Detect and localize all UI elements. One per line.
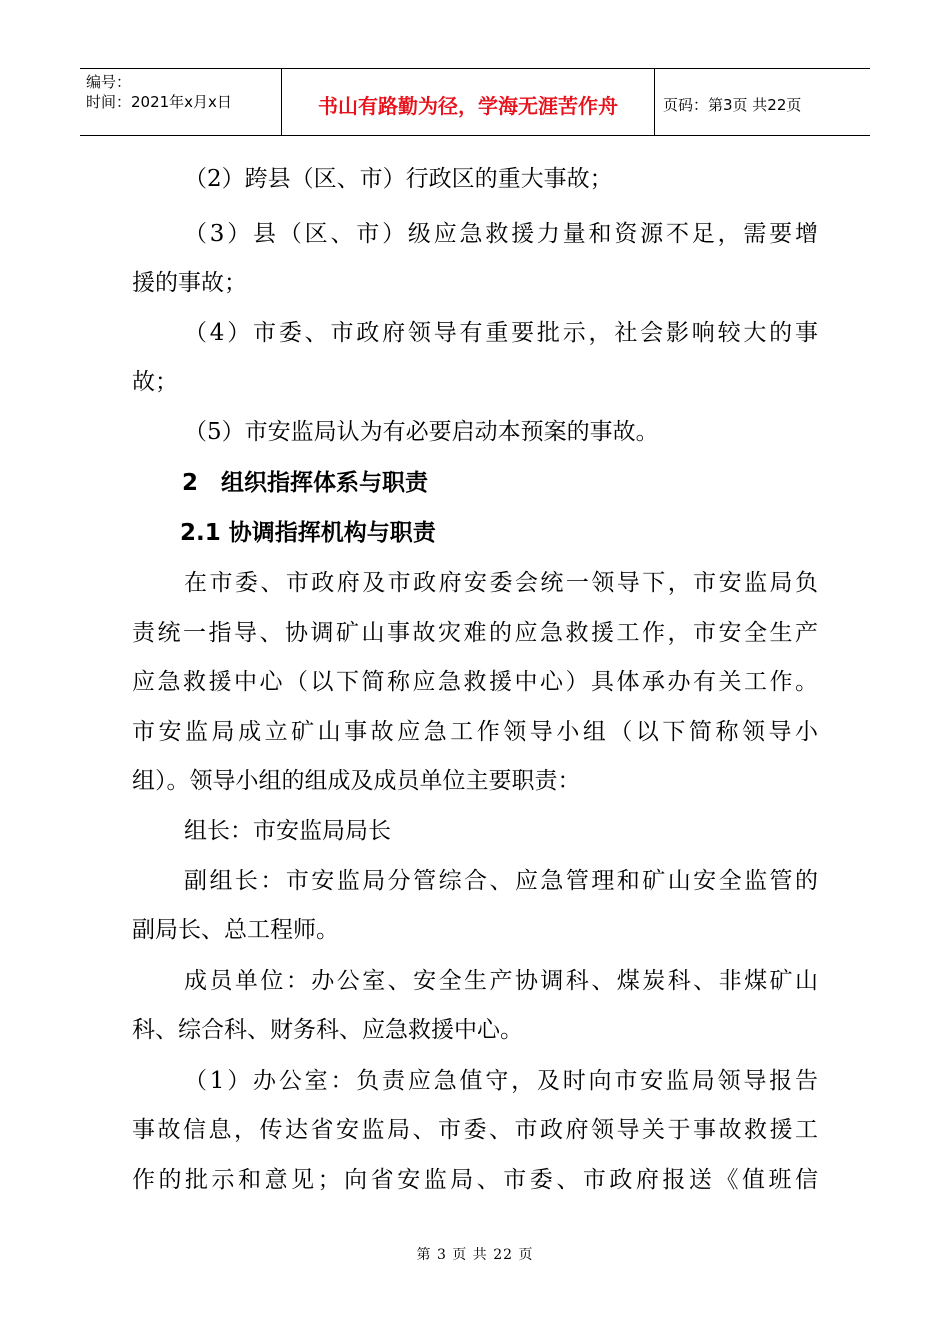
- header-motto: 书山有路勤为径，学海无涯苦作舟: [282, 69, 655, 135]
- paragraph-line: （5）市安监局认为有必要启动本预案的事故。: [184, 419, 659, 445]
- paragraph-line: 作的批示和意见；向省安监局、市委、市政府报送《值班信: [132, 1167, 818, 1193]
- paragraph-line: 事故信息，传达省安监局、市委、市政府领导关于事故救援工: [132, 1117, 818, 1143]
- code-label: 编号：: [86, 73, 132, 91]
- header-page-info: 页码：第3页 共22页: [663, 95, 802, 114]
- paragraph-line: 故；: [132, 369, 178, 395]
- section-heading: 2 组织指挥体系与职责: [182, 470, 429, 496]
- header-meta: [80, 69, 282, 135]
- paragraph-line: （4）市委、市政府领导有重要批示，社会影响较大的事: [184, 320, 818, 346]
- paragraph-line: 副局长、总工程师。: [132, 917, 339, 943]
- paragraph-line: 援的事故；: [132, 270, 247, 296]
- paragraph-line: 组长：市安监局局长: [184, 818, 391, 844]
- paragraph-line: （3）县（区、市）级应急救援力量和资源不足，需要增: [184, 221, 818, 247]
- paragraph-line: 组）。领导小组的组成及成员单位主要职责：: [132, 768, 581, 794]
- paragraph-line: 科、综合科、财务科、应急救援中心。: [132, 1017, 523, 1043]
- paragraph-line: 应急救援中心（以下简称应急救援中心）具体承办有关工作。: [132, 669, 818, 695]
- paragraph-line: 市安监局成立矿山事故应急工作领导小组（以下简称领导小: [132, 719, 818, 745]
- page-footer: 第 3 页 共 22 页: [416, 1247, 534, 1263]
- paragraph-line: 副组长：市安监局分管综合、应急管理和矿山安全监管的: [184, 868, 818, 894]
- paragraph-line: 在市委、市政府及市政府安委会统一领导下，市安监局负: [184, 570, 818, 596]
- paragraph-line: （2）跨县（区、市）行政区的重大事故；: [184, 166, 613, 192]
- paragraph-line: 成员单位：办公室、安全生产协调科、煤炭科、非煤矿山: [184, 968, 818, 994]
- paragraph-line: 责统一指导、协调矿山事故灾难的应急救援工作，市安全生产: [132, 620, 818, 646]
- date-label: 时间：2021年x月x日: [86, 93, 232, 111]
- paragraph-line: （1）办公室：负责应急值守，及时向市安监局领导报告: [184, 1068, 818, 1094]
- subsection-heading: 2.1 协调指挥机构与职责: [180, 520, 436, 546]
- page-header: [80, 68, 870, 136]
